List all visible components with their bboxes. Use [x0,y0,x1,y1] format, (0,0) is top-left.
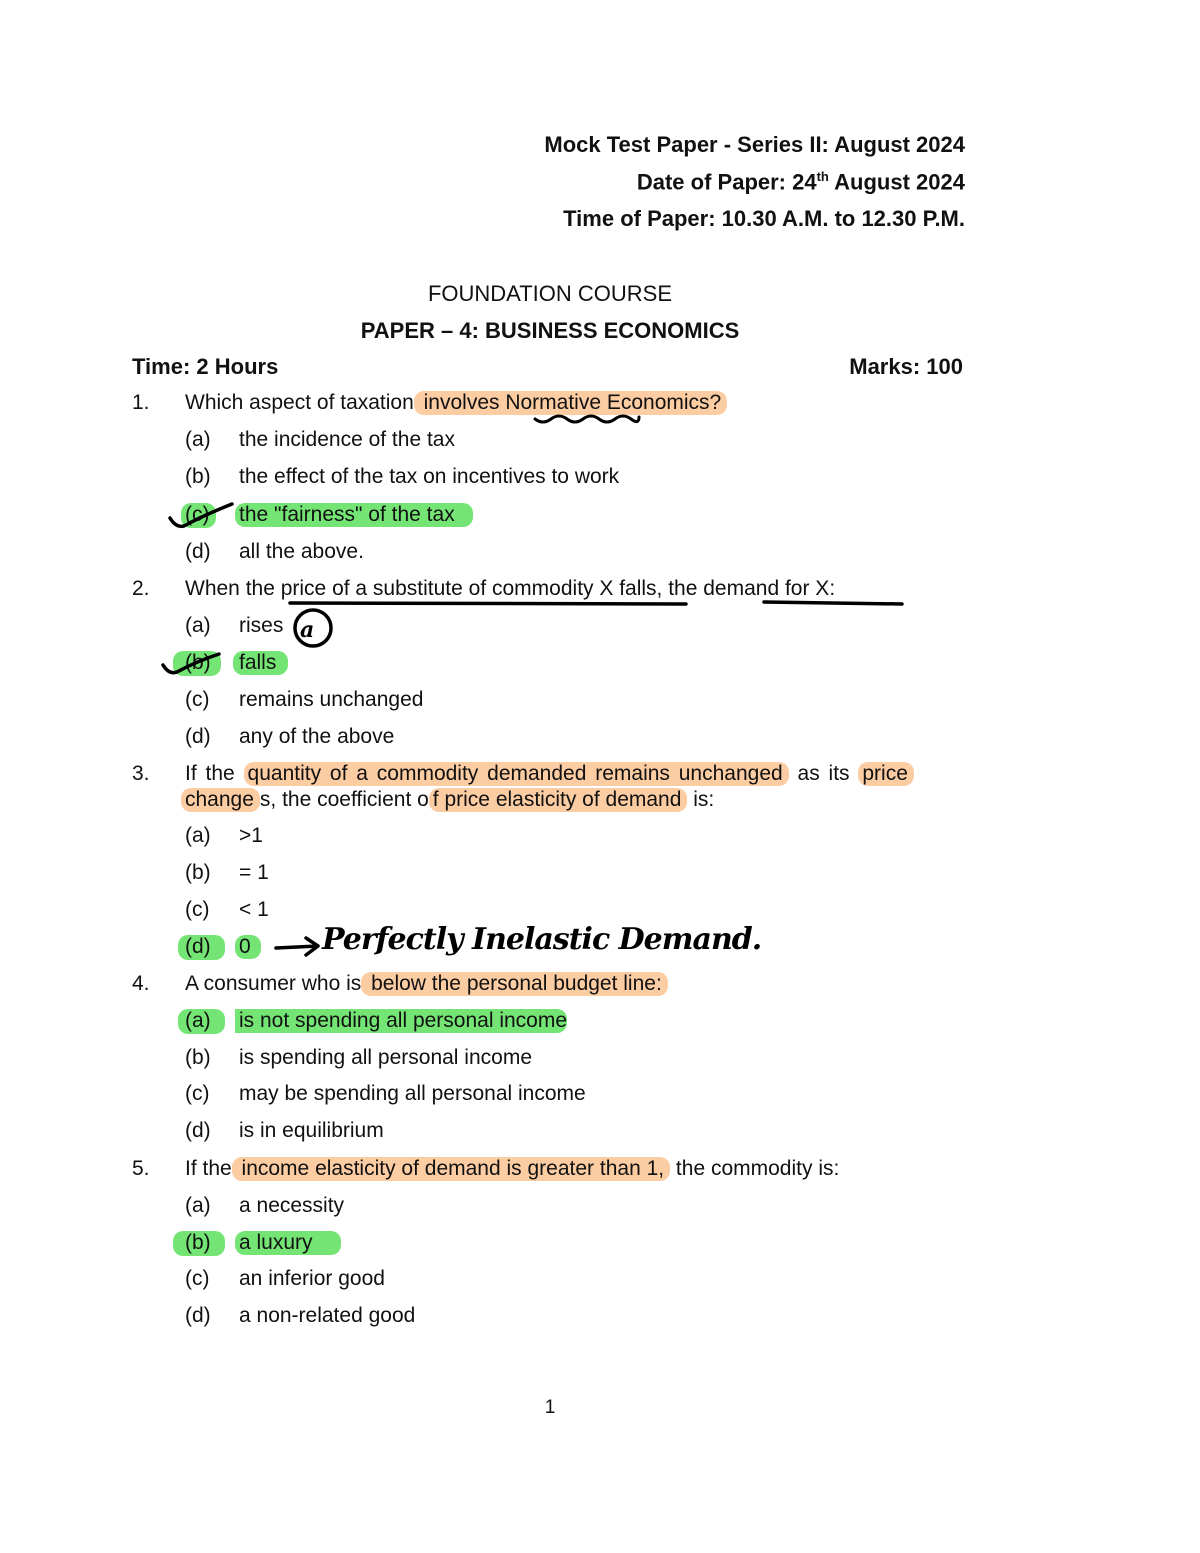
arrow-icon [276,938,318,955]
q4-option-c-text: may be spending all personal income [239,1082,586,1105]
q3-option-b-label: (b) [185,861,211,884]
q5-option-b-highlight: a luxury [235,1231,341,1255]
q3-option-a-text: >1 [239,824,263,847]
q5-text-plain: If the [185,1157,232,1180]
q2-option-c-label: (c) [185,688,210,711]
paper-title: PAPER – 4: BUSINESS ECONOMICS [360,318,740,343]
q3-text-line1 [185,762,914,786]
circle-mark-icon [295,610,331,646]
q3-seg4-highlight: price [858,762,914,786]
q3-option-d-label: (d) [178,935,225,960]
q2-option-a-label: (a) [185,614,211,637]
q1-text-plain: Which aspect of taxation [185,391,414,414]
q5-number: 5. [132,1157,150,1180]
q2-option-d-label: (d) [185,725,211,748]
q3-seg8: is: [687,788,715,811]
q3-option-c-label: (c) [185,898,210,921]
handwritten-note-q3: Perfectly Inelastic Demand. [322,922,762,957]
q4-option-a-highlight: is not spending all personal income [235,1009,567,1033]
q3-option-c-text: < 1 [239,898,269,921]
q1-option-a-text: the incidence of the tax [239,428,455,451]
q2-option-b-label: (b) [173,651,221,676]
q3-seg5-highlight: change [181,788,260,812]
q1-number: 1. [132,391,150,414]
q1-option-a-label: (a) [185,428,211,451]
course-title: FOUNDATION COURSE [427,281,673,306]
q5-text-highlight: income elasticity of demand is greater than 1, [232,1157,670,1181]
q3-number: 3. [132,762,150,785]
q1-option-b-text: the effect of the tax on incentives to work [239,465,620,488]
wavy-underline [535,416,639,422]
q1-text [185,391,727,415]
q4-text-highlight: below the personal budget line: [361,972,668,996]
q3-seg2-highlight: quantity of a commodity demanded remains unchanged [244,762,789,786]
paper-date [637,169,965,195]
q2-text: When the price of a substitute of commodity X falls, the demand for X: [185,577,836,600]
q5-option-c-text: an inferior good [239,1267,385,1290]
q5-text-after: the commodity is: [670,1157,840,1180]
paper-time: Time of Paper: 10.30 A.M. to 12.30 P.M. [563,206,965,231]
q3-text-line2 [181,788,714,812]
q4-option-d-text: is in equilibrium [239,1119,384,1142]
q2-option-a-text: rises [239,614,284,637]
date-prefix: Date of Paper: 24 [636,169,817,195]
q5-text [185,1157,839,1181]
q4-option-a-label: (a) [178,1009,225,1034]
q2-option-c-text: remains unchanged [239,688,424,711]
q3-option-a-label: (a) [185,824,211,847]
q2-option-d-text: any of the above [239,725,395,748]
date-sup: th [816,169,829,184]
q3-option-d-highlight: 0 [235,935,261,959]
q3-seg7-highlight: f price elasticity of demand [429,788,688,812]
q2-number: 2. [132,577,150,600]
q5-option-d-text: a non-related good [239,1304,416,1327]
q4-option-a-text [235,1009,567,1033]
q3-seg1: If the [185,762,244,785]
underline-q2-part2 [764,602,902,604]
q4-number: 4. [132,972,150,995]
time-label: Time: 2 Hours [132,354,279,379]
q5-option-c-label: (c) [185,1267,210,1290]
q3-option-d-text [235,935,261,959]
q4-text-plain: A consumer who is [185,972,362,995]
q5-option-a-label: (a) [185,1194,211,1217]
q1-option-c-highlight: the "fairness" of the tax [235,503,473,527]
q4-option-b-text: is spending all personal income [239,1046,533,1069]
q1-option-c-label: (c) [181,503,216,528]
page-number: 1 [544,1397,556,1418]
q4-option-d-label: (d) [185,1119,211,1142]
circle-mark-letter: a [300,617,315,643]
q5-option-b-label: (b) [173,1231,225,1256]
q2-option-b-text [233,651,288,675]
q3-seg3: as its [788,762,859,785]
q1-text-highlight: involves Normative Economics? [414,391,727,415]
q1-option-c-text [235,503,473,527]
q4-text [185,972,668,996]
paper-series-title: Mock Test Paper - Series II: August 2024 [544,132,965,157]
q5-option-d-label: (d) [185,1304,211,1327]
date-suffix: August 2024 [828,169,965,195]
q4-option-c-label: (c) [185,1082,210,1105]
q4-option-b-label: (b) [185,1046,211,1069]
marks-label: Marks: 100 [849,354,963,379]
underline-q2-part1 [290,603,686,604]
q3-option-b-text: = 1 [239,861,269,884]
q3-seg6: s, the coefficient o [259,788,429,811]
q1-option-b-label: (b) [185,465,211,488]
q1-option-d-text: all the above. [239,540,364,563]
q2-option-b-highlight: falls [233,651,288,675]
q5-option-a-text: a necessity [239,1194,345,1217]
q1-option-d-label: (d) [185,540,211,563]
q5-option-b-text [235,1231,341,1255]
